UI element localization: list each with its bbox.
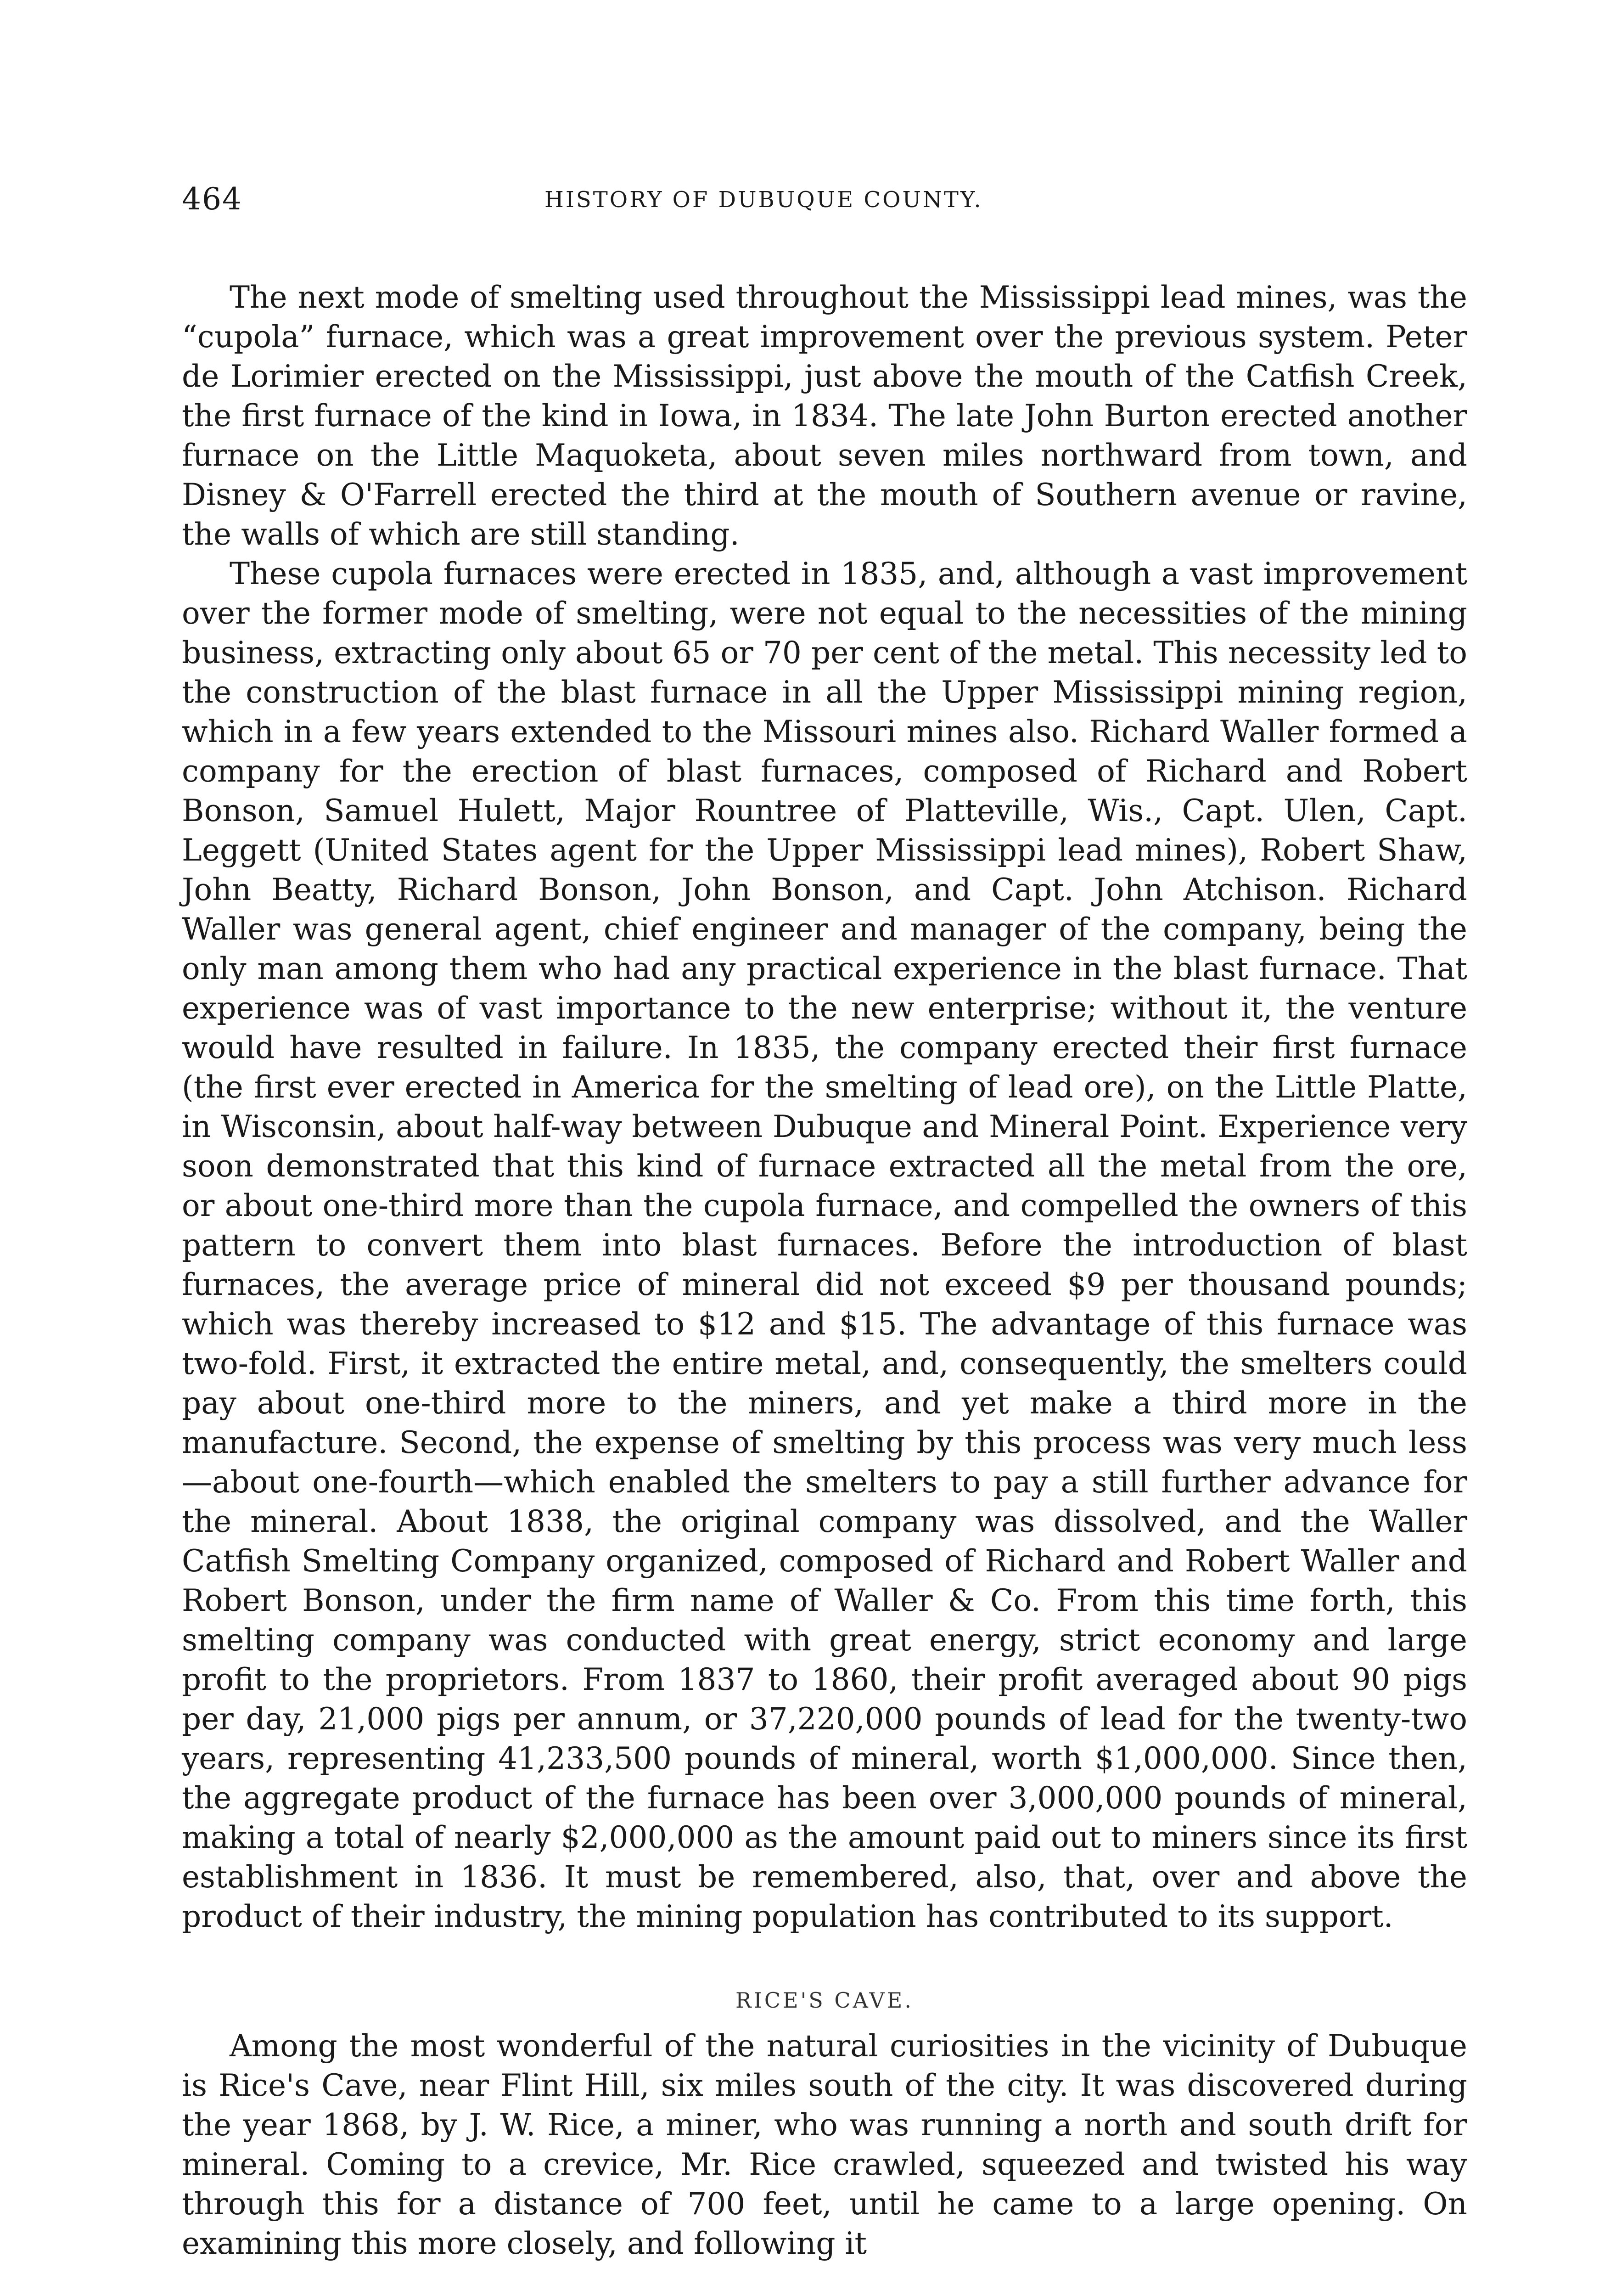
running-title: HISTORY OF DUBUQUE COUNTY. <box>544 187 983 213</box>
running-head <box>182 181 1467 223</box>
section-heading-rices-cave: RICE'S CAVE. <box>735 1988 914 2013</box>
paragraph-cupola-furnace: The next mode of smelting used throughout the Mississippi lead mines, was the “cupola” furnace, which was a great improvement over the previous system. Peter de Lorimier erected on the Mississippi, just above the mouth of the Catfish Creek, the first furnace of the kind in Iowa, in 1834. The late John Burton erected another furnace on the Little Maquoketa, about seven miles northward from town, and Disney & O'Farrell erected the third at the mouth of Southern avenue or ravine, the walls of which are still standing. <box>182 280 1467 552</box>
body-text <box>182 278 1467 2263</box>
paragraph-rices-cave: Among the most wonderful of the natural curiosities in the vicinity of Dubuque is Rice's Cave, near Flint Hill, six miles south of the city. It was discovered during the year 1868, by J. W. Rice, a miner, who was running a north and south drift for mineral. Coming to a crevice, Mr. Rice crawled, squeezed and twisted his way through this for a distance of 700 feet, until he came to a large opening. On examining this more closely, and following it <box>182 2028 1467 2261</box>
book-page <box>182 181 1467 2263</box>
paragraph-blast-furnace: These cupola furnaces were erected in 1835, and, although a vast improvement over the former mode of smelting, were not equal to the necessities of the mining business, extracting only about 65 or 70 per cent of the metal. This necessity led to the construction of the blast furnace in all the Upper Mississippi mining region, which in a few years extended to the Missouri mines also. Richard Waller formed a company for the erection of blast furnaces, composed of Richard and Robert Bonson, Samuel Hulett, Major Rountree of Platteville, Wis., Capt. Ulen, Capt. Leggett (United States agent for the Upper Mississippi lead mines), Robert Shaw, John Beatty, Richard Bonson, John Bonson, and Capt. John Atchison. Richard Waller was general agent, chief engineer and manager of the company, being the only man among them who had any practical experience in the blast furnace. That experience was of vast importance to the new enterprise; without it, the venture would have resulted in failure. In 1835, the company erected their first furnace (the first ever erected in America for the smelting of lead ore), on the Little Platte, in Wisconsin, about half-way between Dubuque and Mineral Point. Experience very soon demonstrated that this kind of furnace extracted all the metal from the ore, or about one-third more than the cupola furnace, and compelled the owners of this pattern to convert them into blast furnaces. Before the introduction of blast furnaces, the average price of mineral did not exceed $9 per thousand pounds; which was thereby increased to $12 and $15. The advantage of this furnace was two-fold. First, it extracted the entire metal, and, consequently, the smelters could pay about one-third more to the miners, and yet make a third more in the manufacture. Second, the expense of smelting by this process was very much less—about one-fourth—which enabled the smelters to pay a still further advance for the mineral. About 1838, the original company was dissolved, and the Waller Catfish Smelting Company organized, composed of Richard and Robert Waller and Robert Bonson, under the firm name of Waller & Co. From this time forth, this smelting company was conducted with great energy, strict economy and large profit to the proprietors. From 1837 to 1860, their profit averaged about 90 pigs per day, 21,000 pigs per annum, or 37,220,000 pounds of lead for the twenty-two years, representing 41,233,500 pounds of mineral, worth $1,000,000. Since then, the aggregate product of the furnace has been over 3,000,000 pounds of mineral, making a total of nearly $2,000,000 as the amount paid out to miners since its first establishment in 1836. It must be remembered, also, that, over and above the product of their industry, the mining population has contributed to its support. <box>182 556 1467 1934</box>
page-number: 464 <box>182 181 242 217</box>
